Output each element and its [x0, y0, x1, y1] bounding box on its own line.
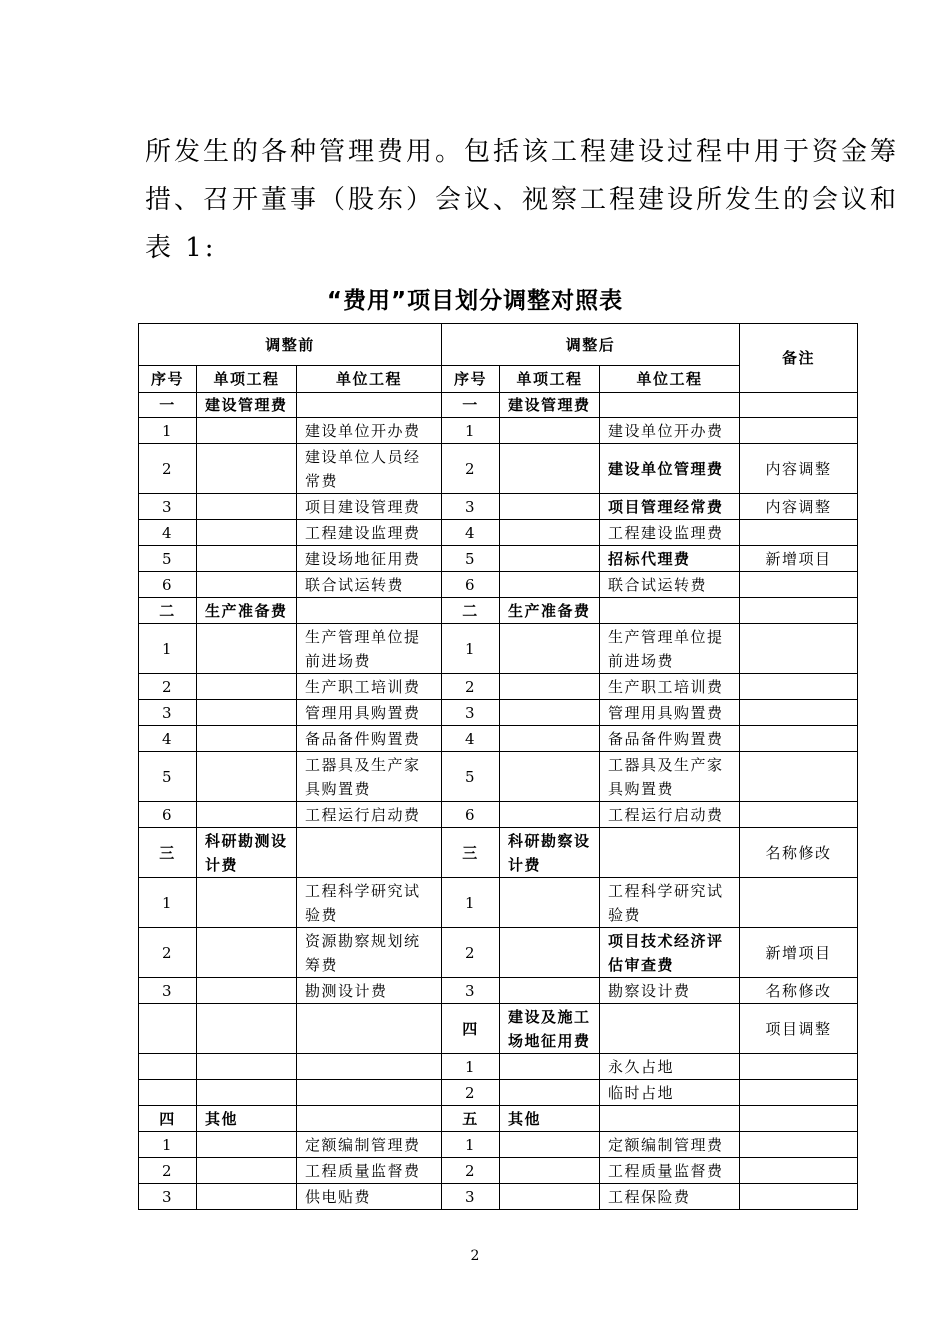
cell-note	[740, 726, 858, 752]
cell-seq-before: 2	[139, 444, 197, 494]
cell-seq-after: 5	[442, 752, 500, 802]
cell-item-before	[197, 418, 297, 444]
table-row	[139, 752, 858, 802]
cell-item-after	[500, 418, 600, 444]
cell-item-before	[197, 752, 297, 802]
cell-seq-before: 4	[139, 520, 197, 546]
cell-unit-after: 联合试运转费	[600, 572, 740, 598]
cell-seq-before: 2	[139, 674, 197, 700]
cell-item-before	[197, 520, 297, 546]
table-row	[139, 802, 858, 828]
cell-unit-after	[600, 598, 740, 624]
cell-seq-after: 6	[442, 572, 500, 598]
cell-unit-before: 生产管理单位提前进场费	[297, 624, 442, 674]
cell-unit-after: 勘察设计费	[600, 978, 740, 1004]
cell-item-before	[197, 1158, 297, 1184]
cell-item-before	[197, 674, 297, 700]
cell-seq-before: 3	[139, 494, 197, 520]
cell-seq-before: 1	[139, 418, 197, 444]
cell-unit-after: 永久占地	[600, 1054, 740, 1080]
cell-item-before	[197, 1132, 297, 1158]
cell-unit-after: 工程质量监督费	[600, 1158, 740, 1184]
cell-seq-after: 三	[442, 828, 500, 878]
cell-item-after	[500, 1184, 600, 1210]
cell-seq-before	[139, 1004, 197, 1054]
table-row	[139, 624, 858, 674]
cell-unit-before: 供电贴费	[297, 1184, 442, 1210]
table-row	[139, 674, 858, 700]
cell-item-before	[197, 700, 297, 726]
cell-item-before: 建设管理费	[197, 393, 297, 418]
cell-item-after	[500, 572, 600, 598]
cell-seq-after: 2	[442, 674, 500, 700]
cell-unit-after: 招标代理费	[600, 546, 740, 572]
table-row	[139, 418, 858, 444]
cell-item-before	[197, 624, 297, 674]
table-row	[139, 598, 858, 624]
cell-seq-after: 4	[442, 726, 500, 752]
table-row	[139, 978, 858, 1004]
cell-item-after: 建设及施工场地征用费	[500, 1004, 600, 1054]
cell-seq-after: 1	[442, 418, 500, 444]
table-row	[139, 572, 858, 598]
cell-note	[740, 700, 858, 726]
cell-unit-before	[297, 1106, 442, 1132]
cell-seq-before: 1	[139, 1132, 197, 1158]
table-row	[139, 1106, 858, 1132]
table-row	[139, 494, 858, 520]
cell-unit-before: 管理用具购置费	[297, 700, 442, 726]
table-row	[139, 444, 858, 494]
cell-note	[740, 1132, 858, 1158]
cell-item-after: 建设管理费	[500, 393, 600, 418]
cell-unit-after: 建设单位管理费	[600, 444, 740, 494]
table-row	[139, 878, 858, 928]
cell-seq-before: 5	[139, 546, 197, 572]
cell-seq-after: 1	[442, 624, 500, 674]
cell-seq-after: 1	[442, 878, 500, 928]
header-before: 调整前	[139, 324, 442, 366]
page-number: 2	[470, 1248, 480, 1264]
cell-item-before	[197, 1004, 297, 1054]
cell-unit-after: 临时占地	[600, 1080, 740, 1106]
table-row	[139, 726, 858, 752]
cell-note: 内容调整	[740, 444, 858, 494]
cell-seq-before: 6	[139, 802, 197, 828]
header-unit-before: 单位工程	[297, 366, 442, 393]
cell-seq-before	[139, 1054, 197, 1080]
cell-item-before	[197, 444, 297, 494]
table-row	[139, 828, 858, 878]
cell-seq-before: 3	[139, 1184, 197, 1210]
cell-item-before	[197, 494, 297, 520]
cell-item-before	[197, 546, 297, 572]
cell-item-before	[197, 878, 297, 928]
cell-seq-after: 3	[442, 978, 500, 1004]
cell-note: 内容调整	[740, 494, 858, 520]
cell-unit-before: 生产职工培训费	[297, 674, 442, 700]
cell-note	[740, 1054, 858, 1080]
cell-unit-before: 资源勘察规划统筹费	[297, 928, 442, 978]
table-row	[139, 1132, 858, 1158]
cell-unit-before	[297, 393, 442, 418]
cell-seq-before: 4	[139, 726, 197, 752]
header-seq-after: 序号	[442, 366, 500, 393]
cell-seq-after: 1	[442, 1054, 500, 1080]
cell-note	[740, 624, 858, 674]
cell-seq-before: 3	[139, 700, 197, 726]
cell-unit-before	[297, 1080, 442, 1106]
header-row-1	[139, 324, 858, 366]
cell-seq-before: 5	[139, 752, 197, 802]
cell-unit-after: 生产管理单位提前进场费	[600, 624, 740, 674]
cell-unit-before: 工程质量监督费	[297, 1158, 442, 1184]
table-row	[139, 1080, 858, 1106]
cell-note	[740, 572, 858, 598]
header-note: 备注	[740, 324, 858, 393]
cell-unit-before: 联合试运转费	[297, 572, 442, 598]
cell-seq-after: 2	[442, 928, 500, 978]
cell-note: 新增项目	[740, 546, 858, 572]
cell-item-after	[500, 1080, 600, 1106]
cell-seq-before	[139, 1080, 197, 1106]
cell-seq-after: 3	[442, 700, 500, 726]
cell-seq-after: 五	[442, 1106, 500, 1132]
cell-item-before	[197, 572, 297, 598]
cell-item-after	[500, 878, 600, 928]
cell-item-after: 生产准备费	[500, 598, 600, 624]
body-paragraph-line-2: 措、召开董事（股东）会议、视察工程建设所发生的会议和	[145, 185, 900, 215]
cell-item-before	[197, 1184, 297, 1210]
cell-seq-before: 2	[139, 1158, 197, 1184]
cell-item-before: 科研勘测设计费	[197, 828, 297, 878]
cell-note	[740, 802, 858, 828]
cell-item-before	[197, 928, 297, 978]
cell-item-after	[500, 546, 600, 572]
cell-unit-after: 项目管理经常费	[600, 494, 740, 520]
cell-seq-before: 四	[139, 1106, 197, 1132]
table-row	[139, 1158, 858, 1184]
cell-item-after	[500, 978, 600, 1004]
cell-seq-before: 二	[139, 598, 197, 624]
cell-note	[740, 752, 858, 802]
cell-unit-after	[600, 393, 740, 418]
cell-unit-after: 项目技术经济评估审查费	[600, 928, 740, 978]
cell-unit-before: 勘测设计费	[297, 978, 442, 1004]
cell-note	[740, 878, 858, 928]
cell-unit-after: 工程建设监理费	[600, 520, 740, 546]
cell-unit-before: 建设场地征用费	[297, 546, 442, 572]
cell-note	[740, 1158, 858, 1184]
cell-item-after	[500, 444, 600, 494]
cell-seq-before: 6	[139, 572, 197, 598]
cell-seq-after: 四	[442, 1004, 500, 1054]
cell-item-before: 其他	[197, 1106, 297, 1132]
cell-item-after: 其他	[500, 1106, 600, 1132]
cell-unit-after: 建设单位开办费	[600, 418, 740, 444]
cell-seq-before: 2	[139, 928, 197, 978]
cell-item-after	[500, 802, 600, 828]
cell-note	[740, 520, 858, 546]
cell-seq-after: 6	[442, 802, 500, 828]
cell-seq-after: 一	[442, 393, 500, 418]
cell-item-before: 生产准备费	[197, 598, 297, 624]
header-item-before: 单项工程	[197, 366, 297, 393]
table-row	[139, 928, 858, 978]
cell-seq-before: 三	[139, 828, 197, 878]
cell-item-after: 科研勘察设计费	[500, 828, 600, 878]
cell-unit-before: 建设单位开办费	[297, 418, 442, 444]
cell-seq-before: 1	[139, 878, 197, 928]
cell-unit-before: 备品备件购置费	[297, 726, 442, 752]
header-seq-before: 序号	[139, 366, 197, 393]
cell-item-after	[500, 674, 600, 700]
cell-seq-after: 2	[442, 1158, 500, 1184]
cell-item-after	[500, 1158, 600, 1184]
cell-unit-after	[600, 1004, 740, 1054]
cell-note	[740, 393, 858, 418]
cell-unit-before: 工程建设监理费	[297, 520, 442, 546]
cell-unit-after: 工程科学研究试验费	[600, 878, 740, 928]
cell-item-before	[197, 1054, 297, 1080]
cell-seq-after: 3	[442, 1184, 500, 1210]
table-row	[139, 1054, 858, 1080]
cell-item-before	[197, 978, 297, 1004]
cell-item-after	[500, 752, 600, 802]
cell-item-before	[197, 1080, 297, 1106]
cell-note: 新增项目	[740, 928, 858, 978]
cell-note	[740, 1080, 858, 1106]
header-unit-after: 单位工程	[600, 366, 740, 393]
cell-unit-before	[297, 828, 442, 878]
cell-unit-after: 工器具及生产家具购置费	[600, 752, 740, 802]
cell-unit-after	[600, 828, 740, 878]
cell-seq-after: 3	[442, 494, 500, 520]
body-paragraph-line-3: 表 1:	[145, 233, 217, 263]
table-row	[139, 1184, 858, 1210]
table-row	[139, 700, 858, 726]
cell-seq-after: 1	[442, 1132, 500, 1158]
table-row	[139, 1004, 858, 1054]
table-row	[139, 520, 858, 546]
cell-seq-after: 5	[442, 546, 500, 572]
cell-item-after	[500, 726, 600, 752]
table-row	[139, 546, 858, 572]
cell-item-after	[500, 1054, 600, 1080]
cell-note: 名称修改	[740, 828, 858, 878]
cell-unit-before	[297, 598, 442, 624]
cell-unit-after: 管理用具购置费	[600, 700, 740, 726]
cell-unit-before	[297, 1004, 442, 1054]
cell-unit-before: 工程运行启动费	[297, 802, 442, 828]
cell-item-before	[197, 726, 297, 752]
cell-item-after	[500, 520, 600, 546]
cell-unit-before: 建设单位人员经常费	[297, 444, 442, 494]
cell-unit-after: 定额编制管理费	[600, 1132, 740, 1158]
cell-item-after	[500, 700, 600, 726]
cell-unit-before: 项目建设管理费	[297, 494, 442, 520]
cell-seq-after: 2	[442, 1080, 500, 1106]
cell-item-after	[500, 494, 600, 520]
cell-item-after	[500, 928, 600, 978]
cell-note	[740, 598, 858, 624]
cell-unit-before: 工器具及生产家具购置费	[297, 752, 442, 802]
cell-seq-after: 2	[442, 444, 500, 494]
cell-note	[740, 674, 858, 700]
table-row	[139, 393, 858, 418]
cell-item-after	[500, 1132, 600, 1158]
cell-note: 名称修改	[740, 978, 858, 1004]
cell-seq-after: 二	[442, 598, 500, 624]
cell-unit-before	[297, 1054, 442, 1080]
header-after: 调整后	[442, 324, 740, 366]
cell-item-after	[500, 624, 600, 674]
cell-item-before	[197, 802, 297, 828]
cell-unit-after: 备品备件购置费	[600, 726, 740, 752]
header-item-after: 单项工程	[500, 366, 600, 393]
cell-unit-before: 定额编制管理费	[297, 1132, 442, 1158]
cell-note	[740, 1184, 858, 1210]
cell-unit-after: 生产职工培训费	[600, 674, 740, 700]
cell-seq-before: 一	[139, 393, 197, 418]
cell-unit-after: 工程运行启动费	[600, 802, 740, 828]
cell-unit-before: 工程科学研究试验费	[297, 878, 442, 928]
cell-note	[740, 418, 858, 444]
fee-adjustment-table	[138, 323, 858, 1210]
cell-unit-after	[600, 1106, 740, 1132]
cell-seq-before: 3	[139, 978, 197, 1004]
cell-note: 项目调整	[740, 1004, 858, 1054]
body-paragraph-line-1: 所发生的各种管理费用。包括该工程建设过程中用于资金筹	[145, 137, 900, 167]
table-title: “费用”项目划分调整对照表	[326, 288, 624, 314]
cell-unit-after: 工程保险费	[600, 1184, 740, 1210]
cell-note	[740, 1106, 858, 1132]
cell-seq-after: 4	[442, 520, 500, 546]
cell-seq-before: 1	[139, 624, 197, 674]
